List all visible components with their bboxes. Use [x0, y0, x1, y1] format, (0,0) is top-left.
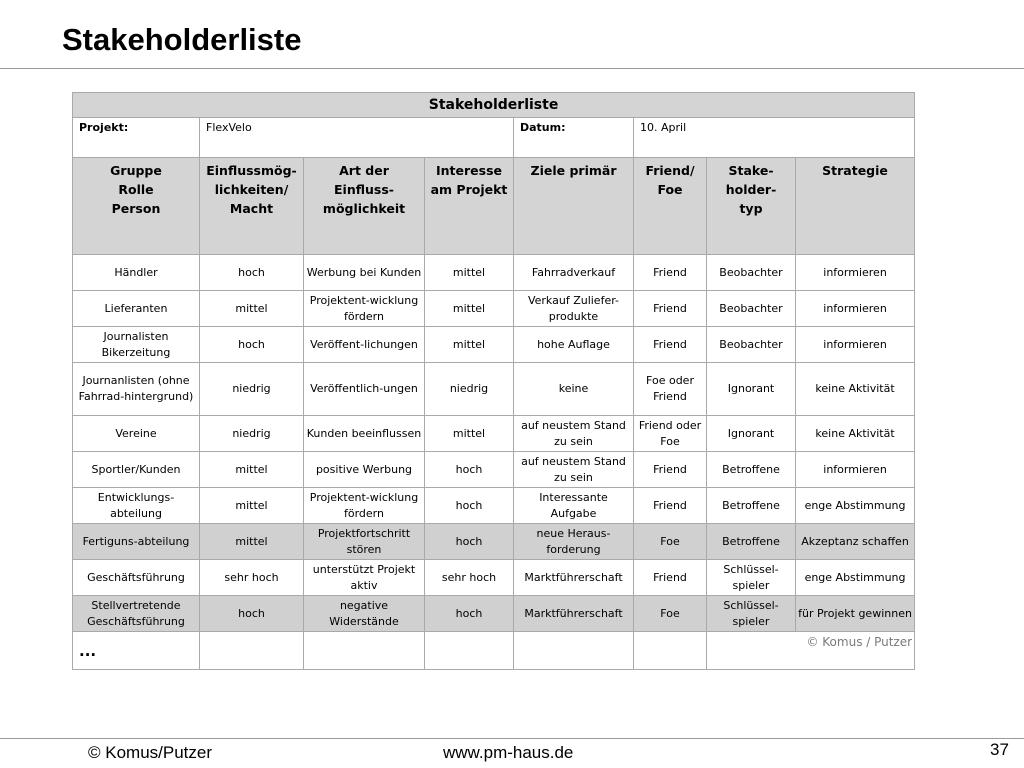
table-cell: mittel — [200, 488, 304, 524]
table-cell: Schlüssel-spieler — [707, 560, 796, 596]
column-header — [514, 158, 634, 255]
table-cell: hoch — [200, 596, 304, 632]
table-cell: Ignorant — [707, 363, 796, 416]
column-header — [73, 158, 200, 255]
table-cell: Stellvertretende Geschäftsführung — [73, 596, 200, 632]
table-cell: mittel — [425, 416, 514, 452]
table-cell: informieren — [796, 291, 915, 327]
table-cell: enge Abstimmung — [796, 488, 915, 524]
table-cell: Verkauf Zuliefer-produkte — [514, 291, 634, 327]
table-row — [73, 416, 915, 452]
table-cell: hoch — [200, 327, 304, 363]
table-cell: Kunden beeinflussen — [304, 416, 425, 452]
column-header — [796, 158, 915, 255]
date-value: 10. April — [634, 118, 915, 158]
table-cell — [514, 632, 634, 670]
column-header-line: Gruppe — [110, 163, 162, 178]
table-cell: Friend — [634, 327, 707, 363]
table-cell: Geschäftsführung — [73, 560, 200, 596]
column-header-line: Strategie — [822, 163, 888, 178]
table-cell: Interessante Aufgabe — [514, 488, 634, 524]
table-cell: hoch — [425, 524, 514, 560]
page-number: 37 — [990, 740, 1009, 759]
project-value: FlexVelo — [200, 118, 514, 158]
table-row — [73, 596, 915, 632]
table-cell: informieren — [796, 255, 915, 291]
column-header-line: am Projekt — [430, 182, 508, 197]
table-cell: Marktführerschaft — [514, 560, 634, 596]
column-header — [634, 158, 707, 255]
table-cell: Beobachter — [707, 327, 796, 363]
table-cell: Projektent-wicklung fördern — [304, 291, 425, 327]
table-cell: Foe — [634, 596, 707, 632]
table-cell: negative Widerstände — [304, 596, 425, 632]
table-cell: Fertiguns-abteilung — [73, 524, 200, 560]
table-cell: Schlüssel-spieler — [707, 596, 796, 632]
table-cell: hoch — [200, 255, 304, 291]
table-cell: Projektent-wicklung fördern — [304, 488, 425, 524]
table-cell: mittel — [200, 524, 304, 560]
table-cell: auf neustem Stand zu sein — [514, 452, 634, 488]
table-cell: Fahrradverkauf — [514, 255, 634, 291]
table-cell — [634, 632, 707, 670]
column-header-line: Interesse — [435, 163, 502, 178]
table-cell: informieren — [796, 452, 915, 488]
table-cell: mittel — [200, 291, 304, 327]
table-cell: niedrig — [425, 363, 514, 416]
table-cell: sehr hoch — [425, 560, 514, 596]
table-cell: unterstützt Projekt aktiv — [304, 560, 425, 596]
column-header-line: Einflussmög- — [206, 163, 297, 178]
column-header-line: Macht — [229, 201, 274, 216]
column-header — [304, 158, 425, 255]
table-cell: Entwicklungs-abteilung — [73, 488, 200, 524]
column-header-line: Friend/ — [645, 163, 695, 178]
table-cell: hoch — [425, 596, 514, 632]
table-cell: mittel — [200, 452, 304, 488]
column-header-line: Foe — [657, 182, 683, 197]
table-cell: enge Abstimmung — [796, 560, 915, 596]
table-cell: niedrig — [200, 363, 304, 416]
column-header-line: Art der — [339, 163, 389, 178]
table-cell: Ignorant — [707, 416, 796, 452]
table-cell: Betroffene — [707, 452, 796, 488]
table-cell: Foe — [634, 524, 707, 560]
placeholder-row — [73, 632, 915, 670]
table-cell: Werbung bei Kunden — [304, 255, 425, 291]
table-copyright: © Komus / Putzer — [707, 632, 915, 670]
footer-divider — [0, 738, 1024, 739]
table-cell — [200, 632, 304, 670]
table-cell: Veröffentlich-ungen — [304, 363, 425, 416]
column-header-line: Ziele primär — [530, 163, 617, 178]
table-cell: Beobachter — [707, 255, 796, 291]
table-row — [73, 524, 915, 560]
table-row — [73, 488, 915, 524]
meta-row — [73, 118, 915, 158]
table-cell: Journalisten Bikerzeitung — [73, 327, 200, 363]
table-cell: positive Werbung — [304, 452, 425, 488]
table-cell: Vereine — [73, 416, 200, 452]
table-cell: Veröffent-lichungen — [304, 327, 425, 363]
table-row — [73, 452, 915, 488]
table-cell: Projektfortschritt stören — [304, 524, 425, 560]
table-cell: Akzeptanz schaffen — [796, 524, 915, 560]
slide-title: Stakeholderliste — [62, 22, 302, 57]
table-cell: mittel — [425, 291, 514, 327]
table-cell: Friend — [634, 560, 707, 596]
table-row — [73, 560, 915, 596]
table-cell: Foe oder Friend — [634, 363, 707, 416]
table-cell: Friend oder Foe — [634, 416, 707, 452]
column-header-line: holder- — [725, 182, 777, 197]
table-cell: Beobachter — [707, 291, 796, 327]
table-cell: Friend — [634, 488, 707, 524]
table-cell: auf neustem Stand zu sein — [514, 416, 634, 452]
table-cell: niedrig — [200, 416, 304, 452]
table-cell: Friend — [634, 255, 707, 291]
table-cell: Händler — [73, 255, 200, 291]
table-cell — [304, 632, 425, 670]
table-cell — [425, 632, 514, 670]
column-header-line: typ — [739, 201, 763, 216]
table-cell: für Projekt gewinnen — [796, 596, 915, 632]
column-header-line: Stake- — [728, 163, 774, 178]
stakeholder-table — [72, 92, 915, 670]
column-header-line: möglichkeit — [322, 201, 406, 216]
table-cell: Marktführerschaft — [514, 596, 634, 632]
column-header-line: lichkeiten/ — [214, 182, 289, 197]
table-cell: Friend — [634, 291, 707, 327]
title-divider — [0, 68, 1024, 69]
table-cell: Betroffene — [707, 524, 796, 560]
column-header — [707, 158, 796, 255]
date-label: Datum: — [514, 118, 634, 158]
table-cell: hoch — [425, 452, 514, 488]
table-cell: mittel — [425, 327, 514, 363]
table-cell: Lieferanten — [73, 291, 200, 327]
table-cell: Friend — [634, 452, 707, 488]
column-header-line: Rolle — [118, 182, 154, 197]
column-header-line: Person — [111, 201, 161, 216]
header-row — [73, 158, 915, 255]
footer-website: www.pm-haus.de — [443, 743, 574, 762]
table-cell: keine Aktivität — [796, 363, 915, 416]
table-cell: Journanlisten (ohne Fahrrad-hintergrund) — [73, 363, 200, 416]
table-row — [73, 255, 915, 291]
project-label: Projekt: — [73, 118, 200, 158]
table-cell: hoch — [425, 488, 514, 524]
table-cell: neue Heraus-forderung — [514, 524, 634, 560]
table-row — [73, 363, 915, 416]
table-cell: keine Aktivität — [796, 416, 915, 452]
table-cell: hohe Auflage — [514, 327, 634, 363]
column-header — [200, 158, 304, 255]
table-cell: sehr hoch — [200, 560, 304, 596]
table-cell: keine — [514, 363, 634, 416]
column-header-line: Einfluss- — [334, 182, 394, 197]
table-cell: Betroffene — [707, 488, 796, 524]
table-cell: mittel — [425, 255, 514, 291]
table-title: Stakeholderliste — [73, 93, 915, 118]
table-cell: informieren — [796, 327, 915, 363]
column-header — [425, 158, 514, 255]
footer-copyright: © Komus/Putzer — [88, 743, 213, 762]
table-row — [73, 291, 915, 327]
more-rows-ellipsis: ... — [73, 632, 200, 670]
table-row — [73, 327, 915, 363]
table-cell: Sportler/Kunden — [73, 452, 200, 488]
